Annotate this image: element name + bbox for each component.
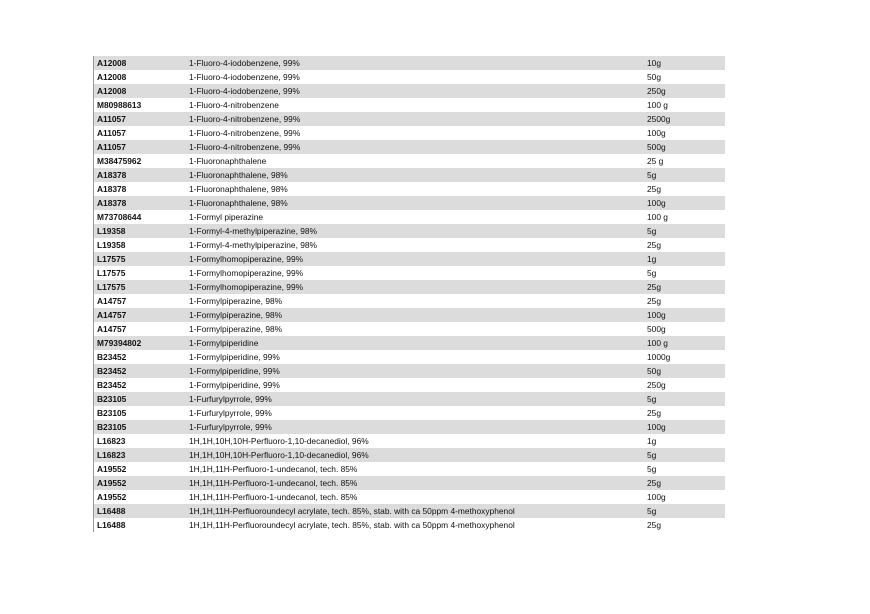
product-code: B23105 [97, 422, 127, 432]
pack-size: 25 g [647, 156, 664, 166]
pack-size: 25g [647, 520, 661, 530]
table-row [94, 266, 725, 280]
product-code: L16488 [97, 520, 126, 530]
table-row [94, 84, 725, 98]
pack-size: 1g [647, 436, 657, 446]
product-code: L19358 [97, 226, 126, 236]
product-code: A18378 [97, 184, 127, 194]
table-row [94, 182, 725, 196]
table-row [94, 476, 725, 490]
product-name: 1-Fluoronaphthalene, 98% [189, 170, 288, 180]
product-name: 1H,1H,10H,10H-Perfluoro-1,10-decanediol, 96% [189, 436, 369, 446]
product-code: A19552 [97, 464, 127, 474]
product-code: L16823 [97, 436, 126, 446]
product-name: 1-Formylhomopiperazine, 99% [189, 282, 304, 292]
product-code: A19552 [97, 492, 127, 502]
pack-size: 5g [647, 464, 657, 474]
table-row [94, 210, 725, 224]
product-code: A12008 [97, 86, 127, 96]
product-name: 1-Fluoro-4-nitrobenzene, 99% [189, 142, 301, 152]
table-row [94, 364, 725, 378]
pack-size: 500g [647, 142, 666, 152]
product-name: 1H,1H,10H,10H-Perfluoro-1,10-decanediol, 96% [189, 450, 369, 460]
table-row [94, 238, 725, 252]
product-name: 1-Fluoro-4-nitrobenzene, 99% [189, 114, 301, 124]
product-code: A11057 [97, 128, 126, 138]
pack-size: 100g [647, 128, 666, 138]
pack-size: 100g [647, 198, 666, 208]
product-name: 1-Fluoronaphthalene, 98% [189, 184, 288, 194]
product-code: B23452 [97, 366, 127, 376]
table-row [94, 378, 725, 392]
product-name: 1H,1H,11H-Perfluoro-1-undecanol, tech. 85% [189, 492, 358, 502]
product-name: 1-Formylpiperidine, 99% [189, 380, 280, 390]
table-row [94, 448, 725, 462]
pack-size: 25g [647, 478, 661, 488]
pack-size: 250g [647, 380, 666, 390]
product-code: A12008 [97, 72, 127, 82]
table-row [94, 462, 725, 476]
product-code: A18378 [97, 198, 127, 208]
product-name: 1-Furfurylpyrrole, 99% [189, 394, 272, 404]
product-code: L17575 [97, 254, 126, 264]
product-code: B23105 [97, 408, 127, 418]
product-code: M38475962 [97, 156, 142, 166]
table-row [94, 336, 725, 350]
table-row [94, 168, 725, 182]
product-code: A14757 [97, 310, 127, 320]
pack-size: 250g [647, 86, 666, 96]
product-name: 1-Fluoronaphthalene [189, 156, 267, 166]
pack-size: 100g [647, 492, 666, 502]
product-name: 1-Formylpiperazine, 98% [189, 310, 283, 320]
product-name: 1-Formylhomopiperazine, 99% [189, 254, 304, 264]
product-name: 1-Formylpiperazine, 98% [189, 324, 283, 334]
table-row [94, 112, 725, 126]
table-row [94, 308, 725, 322]
table-row [94, 294, 725, 308]
table-row [94, 490, 725, 504]
product-code: B23452 [97, 380, 127, 390]
pack-size: 5g [647, 450, 657, 460]
product-code: A19552 [97, 478, 127, 488]
product-name: 1-Fluoro-4-iodobenzene, 99% [189, 72, 300, 82]
product-name: 1-Formylpiperidine, 99% [189, 366, 280, 376]
pack-size: 50g [647, 366, 661, 376]
product-code: A14757 [97, 324, 127, 334]
product-code: L17575 [97, 282, 126, 292]
product-code: A18378 [97, 170, 127, 180]
table-row [94, 196, 725, 210]
pack-size: 100g [647, 310, 666, 320]
product-name: 1-Fluoro-4-iodobenzene, 99% [189, 86, 300, 96]
product-code: M80988613 [97, 100, 142, 110]
product-name: 1-Formylpiperazine, 98% [189, 296, 283, 306]
pack-size: 25g [647, 282, 661, 292]
product-code: L17575 [97, 268, 126, 278]
product-name: 1-Fluoro-4-nitrobenzene, 99% [189, 128, 301, 138]
product-name: 1-Formyl piperazine [189, 212, 264, 222]
table-row [94, 126, 725, 140]
product-name: 1-Formyl-4-methylpiperazine, 98% [189, 226, 317, 236]
product-code: M79394802 [97, 338, 142, 348]
product-name: 1H,1H,11H-Perfluoro-1-undecanol, tech. 85% [189, 478, 358, 488]
table-row [94, 56, 725, 70]
table-row [94, 70, 725, 84]
table-row [94, 420, 725, 434]
pack-size: 100 g [647, 338, 668, 348]
pack-size: 25g [647, 240, 661, 250]
pack-size: 500g [647, 324, 666, 334]
table-row [94, 406, 725, 420]
product-code: B23452 [97, 352, 127, 362]
pack-size: 25g [647, 408, 661, 418]
pack-size: 5g [647, 506, 657, 516]
pack-size: 1000g [647, 352, 671, 362]
pack-size: 2500g [647, 114, 671, 124]
product-name: 1H,1H,11H-Perfluoro-1-undecanol, tech. 85% [189, 464, 358, 474]
pack-size: 10g [647, 58, 661, 68]
product-name: 1-Furfurylpyrrole, 99% [189, 422, 272, 432]
table-row [94, 434, 725, 448]
product-name: 1-Fluoro-4-nitrobenzene [189, 100, 279, 110]
product-code: A12008 [97, 58, 127, 68]
pack-size: 50g [647, 72, 661, 82]
table-row [94, 154, 725, 168]
product-name: 1H,1H,11H-Perfluoroundecyl acrylate, tech. 85%, stab. with ca 50ppm 4-methoxyphenol [189, 520, 515, 530]
table-row [94, 322, 725, 336]
pack-size: 5g [647, 226, 657, 236]
table-row [94, 224, 725, 238]
product-name: 1-Fluoronaphthalene, 98% [189, 198, 288, 208]
product-name: 1-Fluoro-4-iodobenzene, 99% [189, 58, 300, 68]
pack-size: 100 g [647, 212, 668, 222]
product-name: 1-Furfurylpyrrole, 99% [189, 408, 272, 418]
pack-size: 5g [647, 394, 657, 404]
product-code: L16823 [97, 450, 126, 460]
product-name: 1-Formylpiperidine, 99% [189, 352, 280, 362]
table-row [94, 504, 725, 518]
pack-size: 1g [647, 254, 657, 264]
pack-size: 25g [647, 184, 661, 194]
pack-size: 100g [647, 422, 666, 432]
table-row [94, 98, 725, 112]
pack-size: 5g [647, 170, 657, 180]
product-code: L19358 [97, 240, 126, 250]
pack-size: 5g [647, 268, 657, 278]
product-name: 1-Formylpiperidine [189, 338, 259, 348]
product-name: 1H,1H,11H-Perfluoroundecyl acrylate, tech. 85%, stab. with ca 50ppm 4-methoxyphenol [189, 506, 515, 516]
product-code: A14757 [97, 296, 127, 306]
table-row [94, 140, 725, 154]
product-name: 1-Formyl-4-methylpiperazine, 98% [189, 240, 317, 250]
table-row [94, 280, 725, 294]
product-code: L16488 [97, 506, 126, 516]
product-code: B23105 [97, 394, 127, 404]
table-row [94, 252, 725, 266]
table-row [94, 518, 725, 532]
table-row [94, 350, 725, 364]
product-code: A11057 [97, 114, 126, 124]
product-table [93, 56, 725, 532]
product-name: 1-Formylhomopiperazine, 99% [189, 268, 304, 278]
table-row [94, 392, 725, 406]
pack-size: 25g [647, 296, 661, 306]
product-code: A11057 [97, 142, 126, 152]
product-code: M73708644 [97, 212, 142, 222]
pack-size: 100 g [647, 100, 668, 110]
